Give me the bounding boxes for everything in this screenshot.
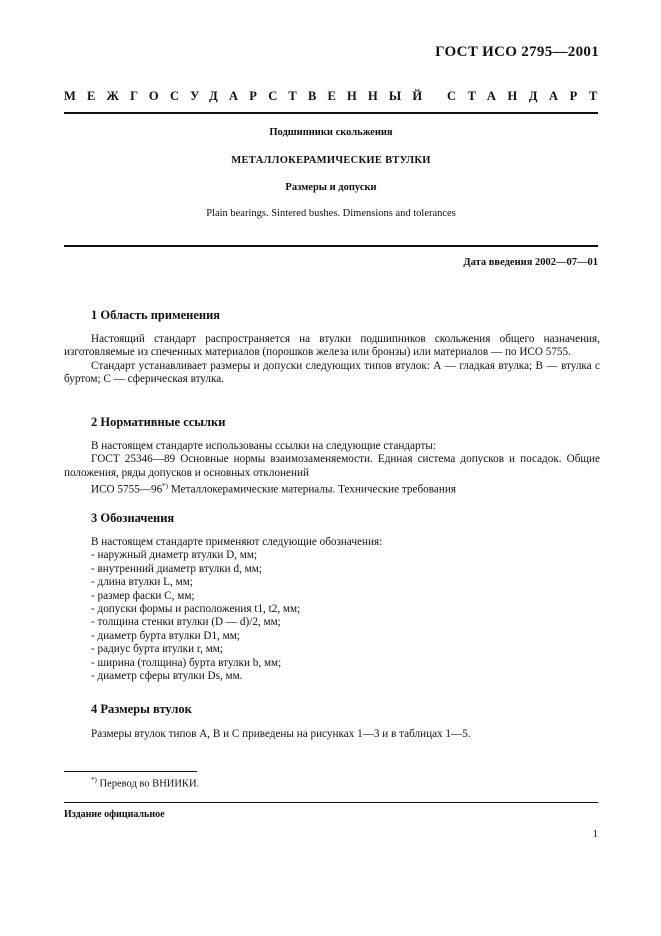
footnote-mark: *) <box>162 482 169 491</box>
list-item: - диаметр бурта втулки D1, мм; <box>91 629 240 642</box>
iso-code: ИСО 5755—96 <box>91 483 163 496</box>
designation-list <box>64 549 600 683</box>
section-2-reference-iso <box>64 480 600 497</box>
section-1-paragraph-2: Стандарт устанавливает размеры и допуски следующих типов втулок: А — гладкая втулка; В — втулка с буртом; С — сферическая втулка. <box>64 359 600 386</box>
main-title: МЕТАЛЛОКЕРАМИЧЕСКИЕ ВТУЛКИ <box>231 155 431 166</box>
footnote-rule <box>64 771 197 772</box>
list-item: - размер фаски C, мм; <box>91 589 195 602</box>
section-2-paragraph-1: В настоящем стандарте использованы ссылки на следующие стандарты: <box>91 440 436 452</box>
bottom-rule <box>64 802 598 803</box>
footnote-mark: *) <box>91 776 97 784</box>
footnote-text: Перевод во ВНИИКИ. <box>96 778 200 790</box>
page-number: 1 <box>592 828 598 840</box>
list-item: - радиус бурта втулки r, мм; <box>91 643 223 656</box>
section-4-paragraph-1: Размеры втулок типов А, В и С приведены на рисунках 1—3 и в таблицах 1—5. <box>91 728 471 740</box>
edition-label: Издание официальное <box>64 809 165 820</box>
list-item: - наружный диаметр втулки D, мм; <box>91 549 258 562</box>
section-3-intro: В настоящем стандарте применяют следующие обозначения: <box>91 536 383 548</box>
subject-title: Подшипники скольжения <box>269 127 393 138</box>
standard-banner <box>64 89 609 104</box>
list-item: - допуски формы и расположения t1, t2, мм; <box>91 603 301 616</box>
standard-code: ГОСТ ИСО 2795—2001 <box>435 44 599 60</box>
list-item: - длина втулки L, мм; <box>91 576 193 589</box>
section-4-body <box>64 728 600 741</box>
banner-word-standard: СТАНДАРТ <box>446 89 609 103</box>
english-title: Plain bearings. Sintered bushes. Dimensions and tolerances <box>206 208 456 219</box>
section-1-heading: 1 Область применения <box>91 308 221 322</box>
section-3-body <box>64 536 600 683</box>
list-item: - ширина (толщина) бурта втулки b, мм; <box>91 656 282 669</box>
section-4-heading: 4 Размеры втулок <box>91 702 192 716</box>
footnote <box>91 776 199 790</box>
introduction-date: Дата введения 2002—07—01 <box>463 257 598 268</box>
iso-title: Металлокерамические материалы. Технические требования <box>168 483 456 496</box>
section-3-heading: 3 Обозначения <box>91 511 175 525</box>
list-item: - диаметр сферы втулки Ds, мм. <box>91 670 243 683</box>
top-rule <box>64 112 598 114</box>
section-1-paragraph-1: Настоящий стандарт распространяется на втулки подшипников скольжения общего назначения, изготовляемые из спеченных материалов (порошков железа или бронзы) или материалов — по ИСО 5755. <box>64 333 600 359</box>
section-2-heading: 2 Нормативные ссылки <box>91 415 226 429</box>
list-item: - внутренний диаметр втулки d, мм; <box>91 562 262 575</box>
sub-title: Размеры и допуски <box>285 182 377 193</box>
section-2-body <box>64 440 600 497</box>
list-item: - толщина стенки втулки (D — d)/2, мм; <box>91 616 281 629</box>
section-2-reference-gost: ГОСТ 25346—89 Основные нормы взаимозаменяемости. Единая система допусков и посадок. Общие положения, ряды допусков и основных отклонений <box>64 453 600 479</box>
section-1-body <box>64 333 600 387</box>
banner-word-interstate: МЕЖГОСУДАРСТВЕННЫЙ <box>64 89 434 103</box>
middle-rule <box>64 245 598 247</box>
